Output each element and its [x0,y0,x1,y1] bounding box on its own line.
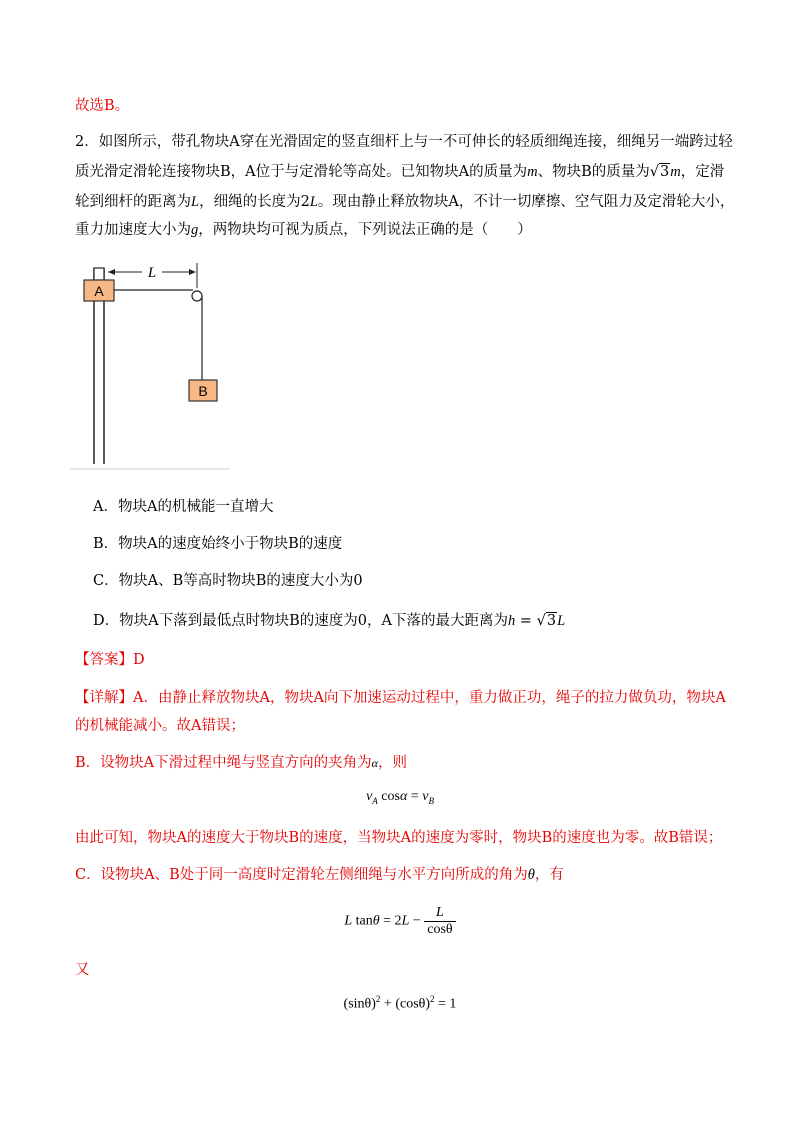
question-number: 2 [75,134,85,150]
explanation-b: B．设物块A下滑过程中绳与竖直方向的夹角为α，则 [75,755,407,771]
block-b-label: B [198,383,208,399]
question-line-2: 质光滑定滑轮连接物块B，A位于与定滑轮等高处。已知物块A的质量为m、物块B的质量为√3m，定滑 [75,164,725,180]
question-line-4: 重力加速度大小为g，两物块均可视为质点，下列说法正确的是（ ） [75,222,532,238]
answer: 【答案】D [75,652,145,668]
previous-conclusion: 故选B。 [75,98,130,114]
explanation-you: 又 [75,962,90,978]
option-b: B．物块A的速度始终小于物块B的速度 [93,536,343,552]
question-line-1: 2．如图所示，带孔物块A穿在光滑固定的竖直细杆上与一不可伸长的轻质细绳连接，细绳另一端跨过轻 [75,134,733,150]
dimension-arrow-right [189,269,196,275]
rod-top-cap [94,268,104,280]
block-a-label: A [94,283,104,299]
option-a: A．物块A的机械能一直增大 [93,499,274,515]
dimension-arrow-left [108,269,115,275]
formula-velocity-relation: $v_A$ $\cos\alpha = v_B$ [366,789,434,806]
option-d: D．物块A下落到最低点时物块B的速度为0，A下落的最大距离为h = √3L [93,613,566,629]
formula-tan-relation: L tanθ = 2L − $\frac{L}{\cos\theta}$ [0,905,800,938]
dimension-label: L [147,265,157,281]
pulley [192,291,202,301]
pulley-diagram [70,258,240,474]
formula-trig-identity: $(\sin\theta)^2 + (\cos\theta)^2 = 1$ [343,994,457,1012]
option-c: C．物块A、B等高时物块B的速度大小为0 [93,573,363,589]
explanation-b-conclusion: 由此可知，物块A的速度大于物块B的速度，当物块A的速度为零时，物块B的速度也为零。故B错误； [75,830,723,846]
fraction: $\frac{L}{\cos\theta}$ [424,905,455,938]
explanation-line-2: 的机械能减小。故A错误； [75,718,245,734]
explanation-line-1: 【详解】A．由静止释放物块A，物块A向下加速运动过程中，重力做正功，绳子的拉力做负功，物块A [75,690,726,706]
question-line-3: 轮到细杆的距离为L，细绳的长度为2L。现由静止释放物块A，不计一切摩擦、空气阻力及定滑轮大小， [75,194,735,210]
explanation-c: C．设物块A、B处于同一高度时定滑轮左侧细绳与水平方向所成的角为θ，有 [75,867,564,883]
